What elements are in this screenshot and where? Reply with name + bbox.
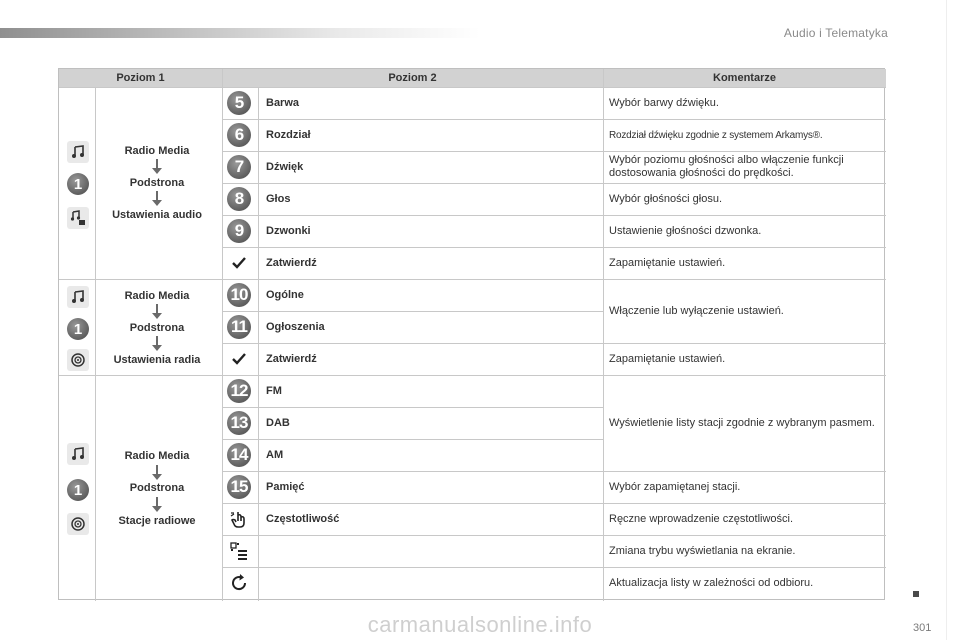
step-badge: 5 <box>227 91 251 115</box>
comment-text: Wybór głośności głosu. <box>609 192 723 205</box>
column-header-level1: Poziom 1 <box>59 69 222 87</box>
step-badge: 6 <box>227 123 251 147</box>
header-gradient-bar <box>0 28 480 38</box>
level2-label: Pamięć <box>266 481 305 493</box>
comment-text: Aktualizacja listy w zależności od odbioru. <box>609 576 814 589</box>
step-badge: 10 <box>227 283 251 307</box>
comment-text: Wybór zapamiętanej stacji. <box>609 480 741 493</box>
settings-table <box>58 68 885 600</box>
level2-label: Barwa <box>266 97 300 109</box>
music-note-icon <box>67 141 89 163</box>
step-badge: 13 <box>227 411 251 435</box>
page-edge-rule <box>946 0 947 640</box>
comment-text: Ręczne wprowadzenie częstotliwości. <box>609 512 794 525</box>
down-arrow-icon <box>156 465 158 475</box>
touch-hand-icon <box>229 509 249 529</box>
level2-label: Dźwięk <box>266 161 304 173</box>
step-badge: 7 <box>227 155 251 179</box>
section-title: Audio i Telematyka <box>783 26 888 40</box>
down-arrow-icon <box>156 497 158 507</box>
radio-station-icon <box>67 513 89 535</box>
step-badge: 9 <box>227 219 251 243</box>
comment-text: Wybór barwy dźwięku. <box>609 96 719 109</box>
divider <box>222 69 223 601</box>
comment-text: Wyświetlenie listy stacji zgodnie z wybranym pasmem. <box>609 416 875 429</box>
level2-label: Ogólne <box>266 289 304 301</box>
display-mode-icon <box>229 541 249 561</box>
nav-label: Podstrona <box>129 482 185 494</box>
down-arrow-icon <box>156 336 158 346</box>
nav-label: Ustawienia radia <box>113 354 201 366</box>
level1-badge: 1 <box>67 173 89 195</box>
nav-label: Podstrona <box>129 177 185 189</box>
nav-label: Radio Media <box>124 450 190 462</box>
comment-text: Wybór poziomu głośności albo włączenie funkcji dostosowania głośności do prędkości. <box>609 154 844 179</box>
nav-label: Radio Media <box>124 290 190 302</box>
music-note-icon <box>67 443 89 465</box>
page-marker <box>913 591 919 597</box>
level2-label: Zatwierdź <box>266 353 317 365</box>
level2-label: Zatwierdź <box>266 257 317 269</box>
comment-text: Ustawienie głośności dzwonka. <box>609 224 762 237</box>
step-badge: 12 <box>227 379 251 403</box>
nav-label: Stacje radiowe <box>118 515 196 527</box>
music-note-icon <box>67 286 89 308</box>
level2-label: DAB <box>266 417 290 429</box>
down-arrow-icon <box>156 159 158 169</box>
radio-settings-icon <box>67 349 89 371</box>
level1-badge: 1 <box>67 318 89 340</box>
level2-label: Dzwonki <box>266 225 311 237</box>
comment-text: Rozdział dźwięku zgodnie z systemem Arkamys®. <box>609 129 823 141</box>
divider <box>258 87 259 601</box>
comment-text: Zapamiętanie ustawień. <box>609 256 726 269</box>
watermark: carmanualsonline.info <box>367 612 593 637</box>
checkmark-icon <box>229 253 249 273</box>
refresh-icon <box>229 573 249 593</box>
divider <box>603 69 604 601</box>
step-badge: 15 <box>227 475 251 499</box>
step-badge: 14 <box>227 443 251 467</box>
step-badge: 8 <box>227 187 251 211</box>
nav-label: Podstrona <box>129 322 185 334</box>
page-number: 301 <box>913 622 932 634</box>
column-header-comments: Komentarze <box>603 69 886 87</box>
comment-text: Zmiana trybu wyświetlania na ekranie. <box>609 544 796 557</box>
checkmark-icon <box>229 349 249 369</box>
down-arrow-icon <box>156 191 158 201</box>
level2-label: Częstotliwość <box>266 513 340 525</box>
level2-label: Ogłoszenia <box>266 321 325 333</box>
comment-text: Zapamiętanie ustawień. <box>609 352 726 365</box>
level1-badge: 1 <box>67 479 89 501</box>
level2-label: Rozdział <box>266 129 311 141</box>
down-arrow-icon <box>156 304 158 314</box>
level2-label: FM <box>266 385 282 397</box>
comment-text: Włączenie lub wyłączenie ustawień. <box>609 304 784 317</box>
nav-label: Radio Media <box>124 145 190 157</box>
music-settings-icon <box>67 207 89 229</box>
level2-label: Głos <box>266 193 291 205</box>
nav-label: Ustawienia audio <box>112 209 202 221</box>
step-badge: 11 <box>227 315 251 339</box>
level2-label: AM <box>266 449 284 461</box>
column-header-level2: Poziom 2 <box>222 69 603 87</box>
